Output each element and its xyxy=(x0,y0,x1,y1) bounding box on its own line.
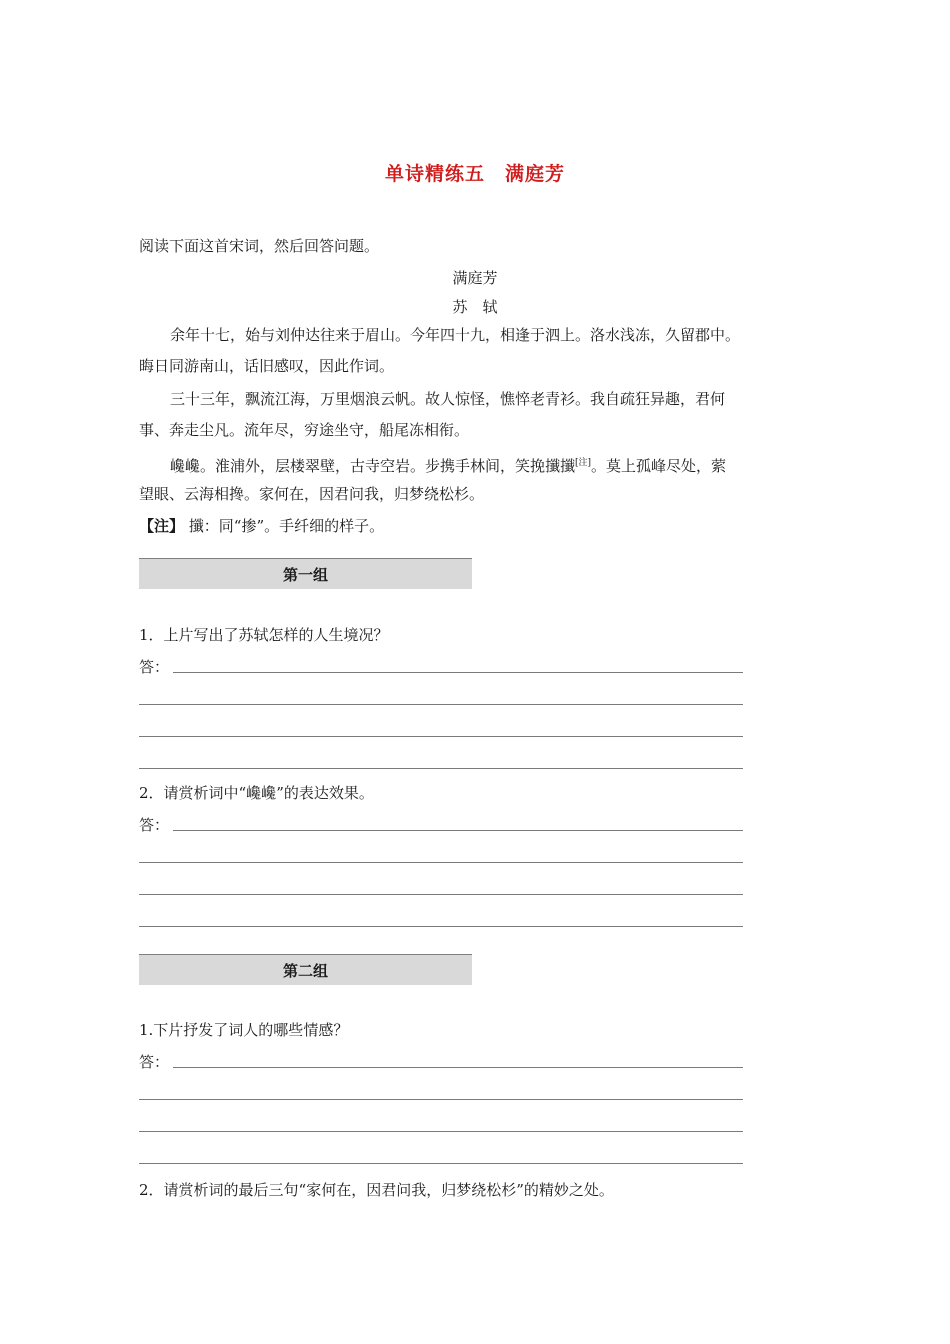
preface-line-1: 余年十七，始与刘仲达往来于眉山。今年四十九，相逢于泗上。洛水浅冻，久留郡中。 xyxy=(170,326,741,344)
verse-2-line-1-a: 巉巉。淮浦外，层楼翠壁，古寺空岩。步携手林间，笑挽攕攕 xyxy=(170,457,576,475)
answer-label: 答： xyxy=(139,658,170,676)
answer-line[interactable] xyxy=(139,1131,743,1132)
verse-1-line-2: 事、奔走尘凡。流年尽，穷途坐守，船尾冻相衔。 xyxy=(139,421,470,439)
answer-label: 答： xyxy=(139,1053,170,1071)
instruction: 阅读下面这首宋词，然后回答问题。 xyxy=(139,237,380,255)
answer-line[interactable] xyxy=(173,1067,743,1068)
verse-2-line-2: 望眼、云海相搀。家何在，因君问我，归梦绕松杉。 xyxy=(139,485,485,503)
group-2-question-1: 1.下片抒发了词人的哪些情感？ xyxy=(139,1021,349,1039)
group-2-header: 第二组 xyxy=(139,954,472,985)
note-marker: [注] xyxy=(575,458,592,468)
verse-2-line-1-b: 。莫上孤峰尽处，萦 xyxy=(591,457,727,475)
verse-1-line-1: 三十三年，飘流江海，万里烟浪云帆。故人惊怪，憔悴老青衫。我自疏狂异趣，君何 xyxy=(170,390,726,408)
group-1-question-1: 1．上片写出了苏轼怎样的人生境况？ xyxy=(139,626,389,644)
answer-line[interactable] xyxy=(173,830,743,831)
answer-line[interactable] xyxy=(139,1163,743,1164)
poem-author: 苏 轼 xyxy=(452,298,498,316)
answer-line[interactable] xyxy=(139,894,743,895)
answer-line[interactable] xyxy=(139,704,743,705)
answer-line[interactable] xyxy=(139,736,743,737)
answer-label: 答： xyxy=(139,816,170,834)
answer-line[interactable] xyxy=(139,862,743,863)
answer-line[interactable] xyxy=(139,926,743,927)
group-1-question-2: 2．请赏析词中“巉巉”的表达效果。 xyxy=(139,784,374,802)
group-1-header: 第一组 xyxy=(139,558,472,589)
annotation-label: 【注】 xyxy=(139,517,185,535)
verse-2-line-1 xyxy=(170,453,726,476)
poem-title: 满庭芳 xyxy=(452,269,498,287)
answer-line[interactable] xyxy=(139,1099,743,1100)
preface-line-2: 晦日同游南山，话旧感叹，因此作词。 xyxy=(139,357,395,375)
annotation xyxy=(139,516,384,536)
page-title: 单诗精练五 满庭芳 xyxy=(384,163,565,185)
answer-line[interactable] xyxy=(173,672,743,673)
annotation-text: 攕：同“掺”。手纤细的样子。 xyxy=(188,517,385,535)
answer-line[interactable] xyxy=(139,768,743,769)
group-2-question-2: 2．请赏析词的最后三句“家何在，因君问我，归梦绕松杉”的精妙之处。 xyxy=(139,1181,614,1199)
